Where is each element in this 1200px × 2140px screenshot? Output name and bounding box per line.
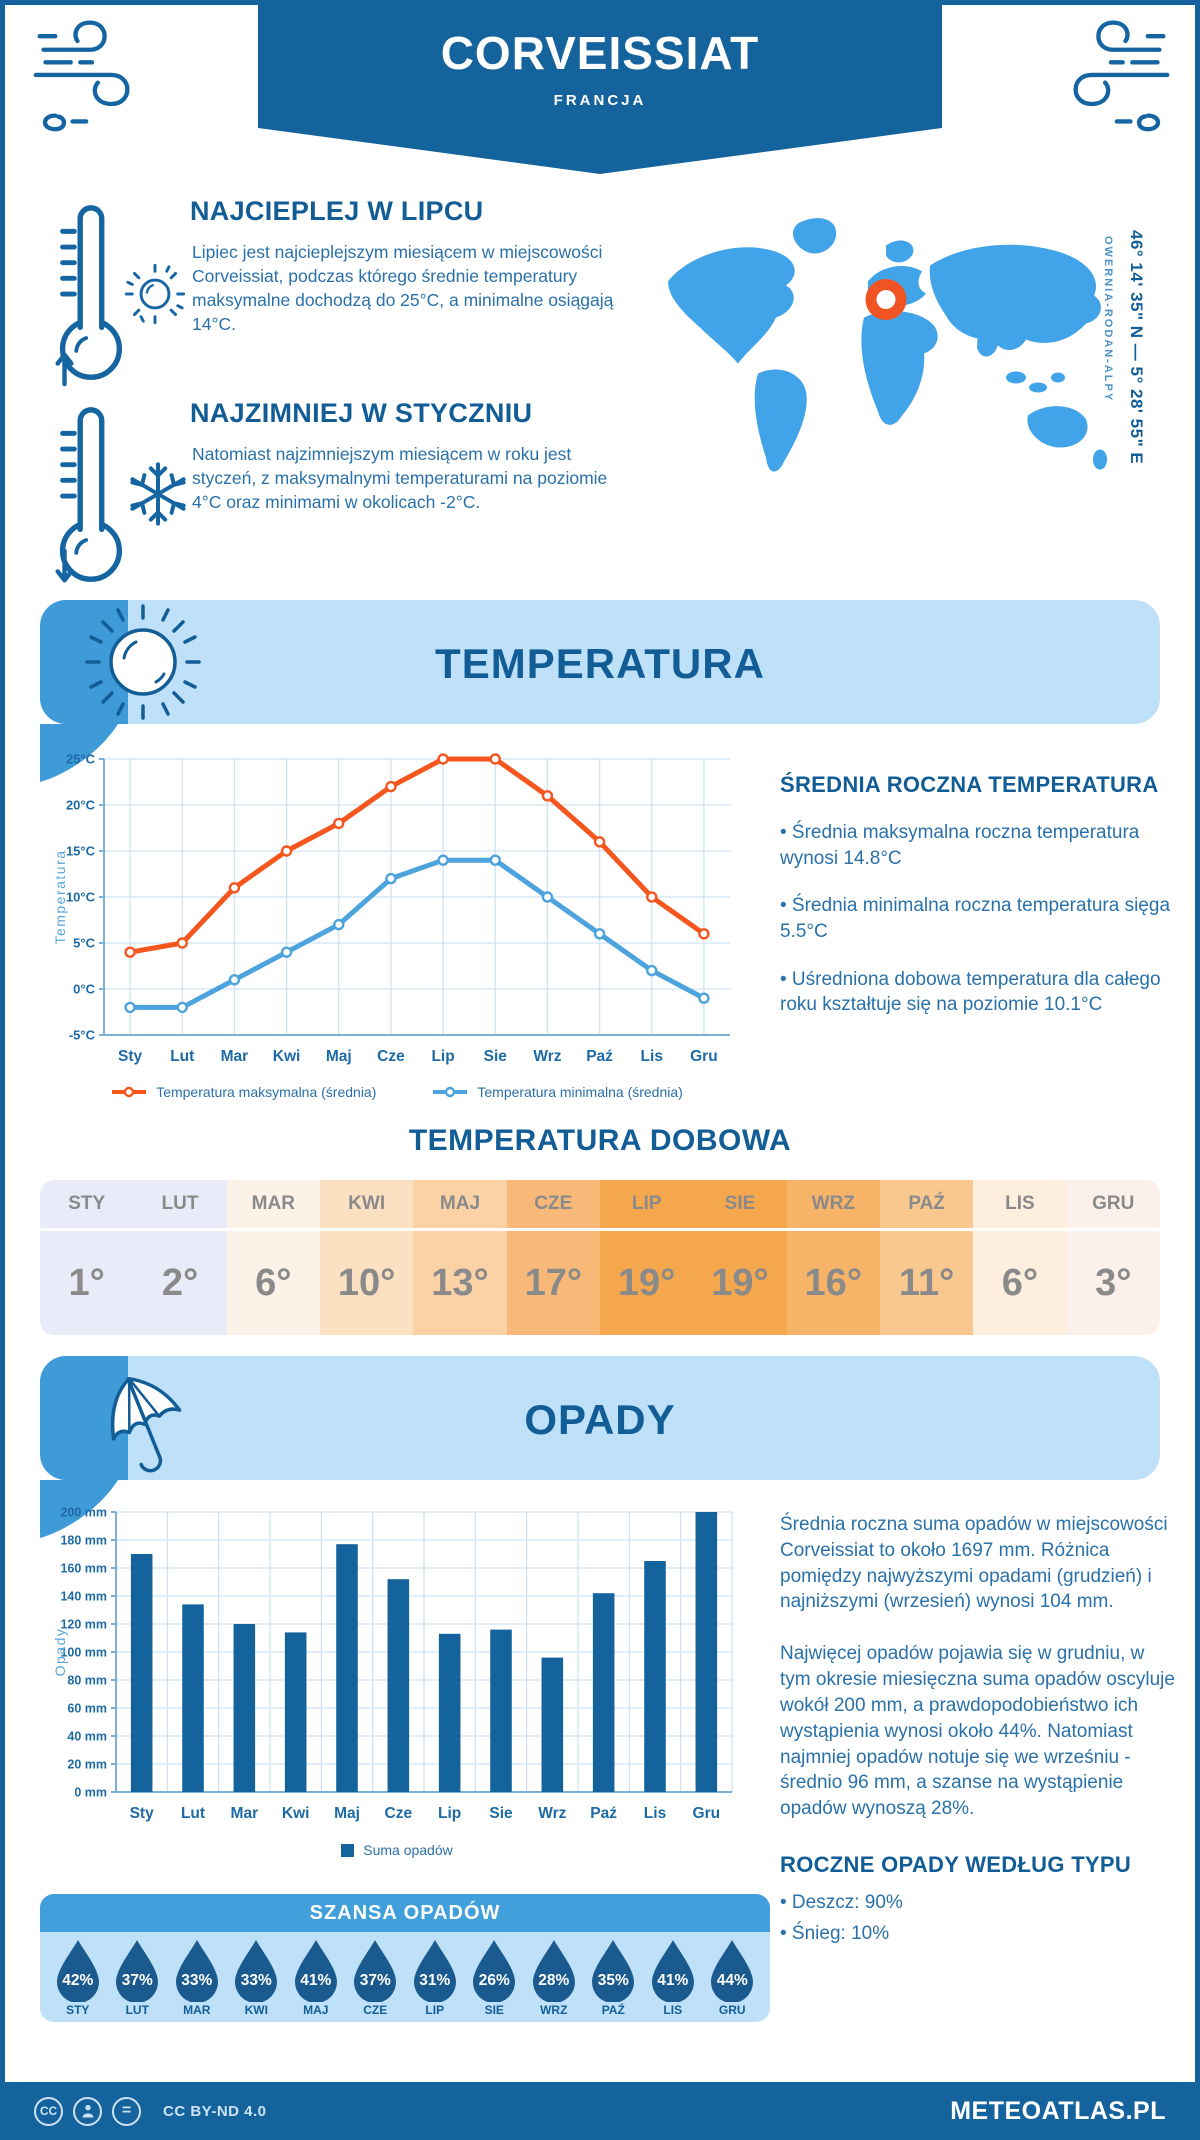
chance-month: SIE [484,2003,504,2017]
temperature-section-title: TEMPERATURA [435,640,765,687]
svg-text:Maj: Maj [325,1048,352,1065]
page-subtitle: FRANCJA [553,92,647,109]
world-map [648,182,1128,527]
daily-month-cell: LIP [600,1180,693,1228]
daily-month-cell: WRZ [787,1180,880,1228]
raindrop-icon [112,1938,162,2002]
chance-slot [167,1938,227,2017]
annual-temperature-title: ŚREDNIA ROCZNA TEMPERATURA [780,772,1159,797]
svg-text:Kwi: Kwi [281,1805,310,1822]
raindrop-icon [410,1938,460,2002]
temperature-chart-legend [52,1084,742,1100]
daily-value-cell: 19° [600,1231,693,1335]
chance-percent: 33% [240,1972,272,1989]
chance-percent: 33% [181,1972,213,1989]
svg-text:Lis: Lis [640,1048,663,1065]
daily-table-column [320,1180,413,1335]
svg-text:15°C: 15°C [65,843,95,859]
chance-month: LUT [125,2003,149,2017]
svg-text:20 mm: 20 mm [67,1757,107,1772]
svg-text:120 mm: 120 mm [60,1617,107,1632]
coldest-title: NAJZIMNIEJ W STYCZNIU [190,398,533,428]
daily-table-column [227,1180,320,1335]
precipitation-chance-panel [40,1894,770,2022]
daily-month-cell: MAJ [413,1180,506,1228]
svg-text:Lip: Lip [431,1048,455,1065]
daily-value-cell: 6° [227,1231,320,1335]
daily-value-cell: 13° [413,1231,506,1335]
precipitation-section-title: OPADY [524,1396,676,1443]
legend-label: Temperatura minimalna (średnia) [477,1084,683,1100]
daily-table-column [133,1180,226,1335]
chance-month: MAR [183,2003,211,2017]
chance-slot [227,1938,287,2017]
header-banner-point [258,128,942,174]
svg-text:Kwi: Kwi [272,1048,301,1065]
legend-swatch [341,1844,354,1857]
daily-month-cell: KWI [320,1180,413,1228]
svg-text:Sie: Sie [489,1805,513,1822]
annual-temperature-panel [780,772,1180,1018]
chance-month: WRZ [540,2003,568,2017]
chance-slot [584,1938,644,2017]
svg-text:Lut: Lut [170,1048,195,1065]
svg-text:Cze: Cze [377,1048,405,1065]
wind-icon [30,14,185,132]
raindrop-icon [588,1938,638,2002]
raindrop-icon [172,1938,222,2002]
cc-icon: CC [34,2097,63,2126]
location-coordinates: 46° 14' 35" N — 5° 28' 55" E [1127,230,1146,465]
svg-text:180 mm: 180 mm [60,1533,107,1548]
svg-text:20°C: 20°C [65,797,95,813]
daily-value-cell: 11° [880,1231,973,1335]
svg-text:Cze: Cze [384,1805,413,1822]
svg-text:Maj: Maj [334,1805,360,1822]
daily-value-cell: 1° [40,1231,133,1335]
daily-value-cell: 3° [1067,1231,1160,1335]
brand-logo: METEOATLAS.PL [950,2096,1166,2125]
daily-value-cell: 19° [693,1231,786,1335]
precipitation-paragraph: Najwięcej opadów pojawia się w grudniu, w tym okresie miesięczna suma opadów oscyluje wokół 200 mm, a prawdopodobieństwo ich wystąpienia wynosi około 44%. Natomiast najmniej opadów notuje się we wrześniu - średnio 96 mm, a szanse na wystąpienie opadów wynoszą 28%. [780,1643,1175,1820]
svg-text:0°C: 0°C [73,981,95,997]
warmest-month-block [40,196,655,392]
svg-text:Gru: Gru [690,1048,718,1065]
precip-type-bullet: • Śnieg: 10% [780,1922,890,1944]
legend-item [111,1084,376,1100]
precipitation-text-panel [780,1512,1180,1947]
daily-table-column [973,1180,1066,1335]
coldest-month-block [40,398,655,594]
header-banner [258,0,942,128]
chance-slot [703,1938,763,2017]
chance-slot [405,1938,465,2017]
location-region: OWERNIA-RODAN-ALPY [1102,236,1114,403]
precipitation-chance-row [40,1932,770,2017]
attribution-person-icon [73,2097,102,2126]
precipitation-section-header [40,1356,1160,1480]
svg-text:5°C: 5°C [73,935,95,951]
warmest-title: NAJCIEPLEJ W LIPCU [190,196,484,226]
raindrop-icon [53,1938,103,2002]
daily-temperature-title: TEMPERATURA DOBOWA [408,1124,792,1157]
precipitation-bar-chart [52,1502,742,1832]
svg-text:Sty: Sty [118,1048,143,1065]
daily-value-cell: 10° [320,1231,413,1335]
svg-text:10°C: 10°C [65,889,95,905]
legend-item [432,1084,682,1100]
raindrop-icon [231,1938,281,2002]
daily-table-column [600,1180,693,1335]
annual-temp-bullet: • Uśredniona dobowa temperatura dla całego roku kształtuje się na poziomie 10.1°C [780,968,1161,1016]
chance-percent: 44% [716,1972,748,1989]
daily-table-column [40,1180,133,1335]
precip-type-bullet: • Deszcz: 90% [780,1892,903,1914]
no-derivatives-icon: = [112,2097,141,2126]
svg-text:Wrz: Wrz [538,1805,567,1822]
chance-slot [346,1938,406,2017]
daily-table-column [880,1180,973,1335]
daily-value-cell: 16° [787,1231,880,1335]
svg-text:Lis: Lis [643,1805,667,1822]
chance-slot [524,1938,584,2017]
svg-text:140 mm: 140 mm [60,1589,107,1604]
page-border-top [0,0,1200,5]
thermometer-down-icon [54,404,124,590]
svg-text:40 mm: 40 mm [67,1729,107,1744]
svg-text:Wrz: Wrz [533,1048,562,1065]
daily-month-cell: LUT [133,1180,226,1228]
daily-value-cell: 2° [133,1231,226,1335]
daily-value-cell: 6° [973,1231,1066,1335]
chance-percent: 41% [300,1972,332,1989]
svg-text:Sty: Sty [129,1805,154,1822]
daily-table-column [413,1180,506,1335]
legend-label: Temperatura maksymalna (średnia) [156,1084,377,1100]
chance-month: CZE [363,2003,388,2017]
chance-percent: 37% [121,1972,153,1989]
page-border-left [0,0,5,2140]
svg-text:25°C: 25°C [65,751,95,767]
svg-text:Opady: Opady [52,1627,68,1677]
coldest-text: Natomiast najzimniejszym miesiącem w roku jest styczeń, z maksymalnymi temperaturami na poziomie 4°C oraz minimami w okolicach -2°C. [192,444,608,513]
annual-temp-bullet: • Średnia minimalna roczna temperatura sięga 5.5°C [780,895,1171,942]
svg-text:Paź: Paź [590,1805,618,1822]
daily-value-cell: 17° [507,1231,600,1335]
legend-item [341,1842,453,1858]
svg-text:Mar: Mar [230,1805,259,1822]
svg-text:Gru: Gru [692,1805,721,1822]
location-marker [871,285,901,315]
chance-month: KWI [244,2003,268,2017]
daily-month-cell: GRU [1067,1180,1160,1228]
svg-text:Sie: Sie [483,1048,507,1065]
license-label: CC BY-ND 4.0 [163,2102,267,2120]
precipitation-chart-legend [52,1842,742,1858]
raindrop-icon [291,1938,341,2002]
chance-slot [108,1938,168,2017]
chance-month: MAJ [303,2003,329,2017]
footer [0,2082,1200,2140]
daily-table-column [507,1180,600,1335]
svg-text:0 mm: 0 mm [74,1785,107,1800]
thermometer-up-icon [54,202,124,388]
raindrop-icon [469,1938,519,2002]
chance-percent: 28% [538,1972,570,1989]
daily-month-cell: CZE [507,1180,600,1228]
chance-percent: 31% [419,1972,451,1989]
raindrop-icon [350,1938,400,2002]
page-border-right [1195,0,1200,2140]
svg-text:Paź: Paź [586,1048,613,1065]
warmest-text: Lipiec jest najcieplejszym miesiącem w miejscowości Corveissiat, podczas którego średnie temperatury maksymalne dochodzą do 25°C, a minimalne osiągają 14°C. [192,242,614,335]
svg-text:-5°C: -5°C [68,1027,95,1043]
precip-type-title: ROCZNE OPADY WEDŁUG TYPU [780,1852,1132,1878]
chance-slot [465,1938,525,2017]
svg-text:160 mm: 160 mm [60,1561,107,1576]
chance-month: LIS [663,2003,683,2017]
chance-month: PAŹ [601,2003,625,2017]
chance-month: STY [66,2003,90,2017]
daily-table-column [787,1180,880,1335]
precipitation-paragraph: Średnia roczna suma opadów w miejscowości Corveissiat to około 1697 mm. Różnica pomiędzy najwyższymi opadami (grudzień) i najniższymi (wrzesień) wynosi 104 mm. [780,1514,1168,1613]
svg-text:100 mm: 100 mm [60,1645,107,1660]
daily-temperature-table [40,1180,1160,1335]
daily-table-column [693,1180,786,1335]
annual-temp-bullet: • Średnia maksymalna roczna temperatura wynosi 14.8°C [780,822,1140,869]
raindrop-icon [529,1938,579,2002]
chance-percent: 35% [597,1972,629,1989]
chance-slot [286,1938,346,2017]
daily-table-column [1067,1180,1160,1335]
svg-text:Lut: Lut [180,1805,206,1822]
wind-icon [1018,14,1173,132]
temperature-section-header [40,600,1160,724]
sun-icon [122,248,188,340]
chance-month: GRU [718,2003,746,2017]
legend-label: Suma opadów [363,1842,453,1858]
daily-month-cell: SIE [693,1180,786,1228]
chance-slot [48,1938,108,2017]
svg-text:80 mm: 80 mm [67,1673,107,1688]
chance-percent: 37% [359,1972,391,1989]
precipitation-chance-title: SZANSA OPADÓW [40,1894,770,1932]
chance-percent: 26% [478,1972,510,1989]
chance-percent: 42% [62,1972,94,1989]
license-group [34,2097,267,2126]
chance-month: LIP [425,2003,445,2017]
svg-text:Mar: Mar [220,1048,249,1065]
svg-text:Lip: Lip [438,1805,462,1822]
raindrop-icon [648,1938,698,2002]
chance-percent: 41% [657,1972,689,1989]
daily-month-cell: MAR [227,1180,320,1228]
temperature-line-chart [52,745,742,1075]
svg-text:200 mm: 200 mm [60,1505,107,1520]
daily-month-cell: PAŹ [880,1180,973,1228]
daily-month-cell: STY [40,1180,133,1228]
chance-slot [643,1938,703,2017]
svg-text:Temperatura: Temperatura [52,849,68,945]
snowflake-icon [122,450,194,538]
svg-text:60 mm: 60 mm [67,1701,107,1716]
raindrop-icon [707,1938,757,2002]
page-title: CORVEISSIAT [440,27,760,79]
daily-month-cell: LIS [973,1180,1066,1228]
